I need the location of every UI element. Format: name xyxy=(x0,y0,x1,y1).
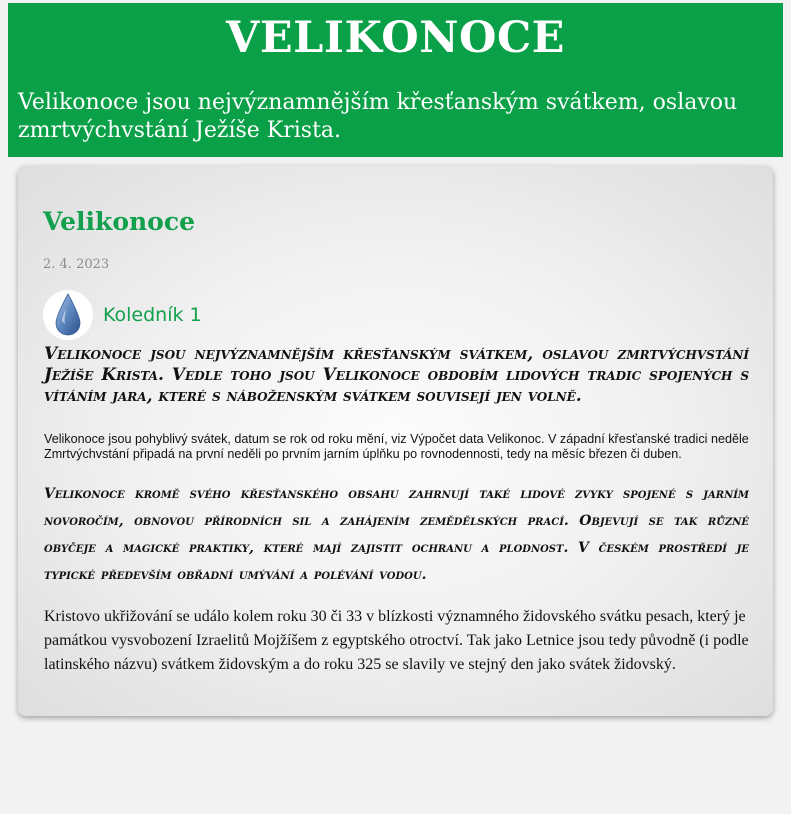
article-date: 2. 4. 2023 xyxy=(43,257,110,272)
avatar xyxy=(43,290,93,340)
article-paragraph-caps: Velikonoce kromě svého křesťanského obsahu zahrnují také lidové zvyky spojené s jarním novoročím, obnovou přírodních sil a zahájením zemědělských prací. Objevují se tak různé obyčeje a magické praktiky, které mají zajistit ochranu a plodnost. V českém prostředí je typické především obřadní umývání a polévání vodou. xyxy=(44,486,749,583)
article-title[interactable]: Velikonoce xyxy=(43,207,195,236)
site-title: VELIKONOCE xyxy=(226,13,565,63)
article-card xyxy=(18,166,773,716)
site-subtitle: Velikonoce jsou nejvýznamnějším křesťanským svátkem, oslavou zmrtvýchvstání Ježíše Krista. xyxy=(18,90,738,143)
article-paragraph-small: Velikonoce jsou pohyblivý svátek, datum se rok od roku mění, viz Výpočet data Velikonoc. V západní křesťanské tradici neděle Zmrtvýchvstání připadá na první neděli po prvním jarním úplňku po rovnodennosti, tedy na měsíc březen či duben. xyxy=(44,432,749,461)
author-block xyxy=(43,290,202,340)
author-name[interactable]: Koledník 1 xyxy=(103,304,202,326)
page-header xyxy=(8,3,783,157)
water-drop-icon xyxy=(53,293,83,337)
article-lead: Velikonoce jsou nejvýznamnějším křesťanským svátkem, oslavou zmrtvýchvstání Ježíše Krista. Vedle toho jsou Velikonoce obdobím lidových tradic spojených s vítáním jara, které s náboženským svátkem souvisejí jen volně. xyxy=(44,344,749,406)
article-paragraph-body: Kristovo ukřižování se událo kolem roku 30 či 33 v blízkosti významného židovského svátku pesach, který je památkou vysvobození Izraelitů Mojžíšem z egyptského otroctví. Tak jako Letnice jsou tedy původně (i podle latinského názvu) svátkem židovským a do roku 325 se slavily ve stejný den jako svátek židovský. xyxy=(44,608,749,673)
